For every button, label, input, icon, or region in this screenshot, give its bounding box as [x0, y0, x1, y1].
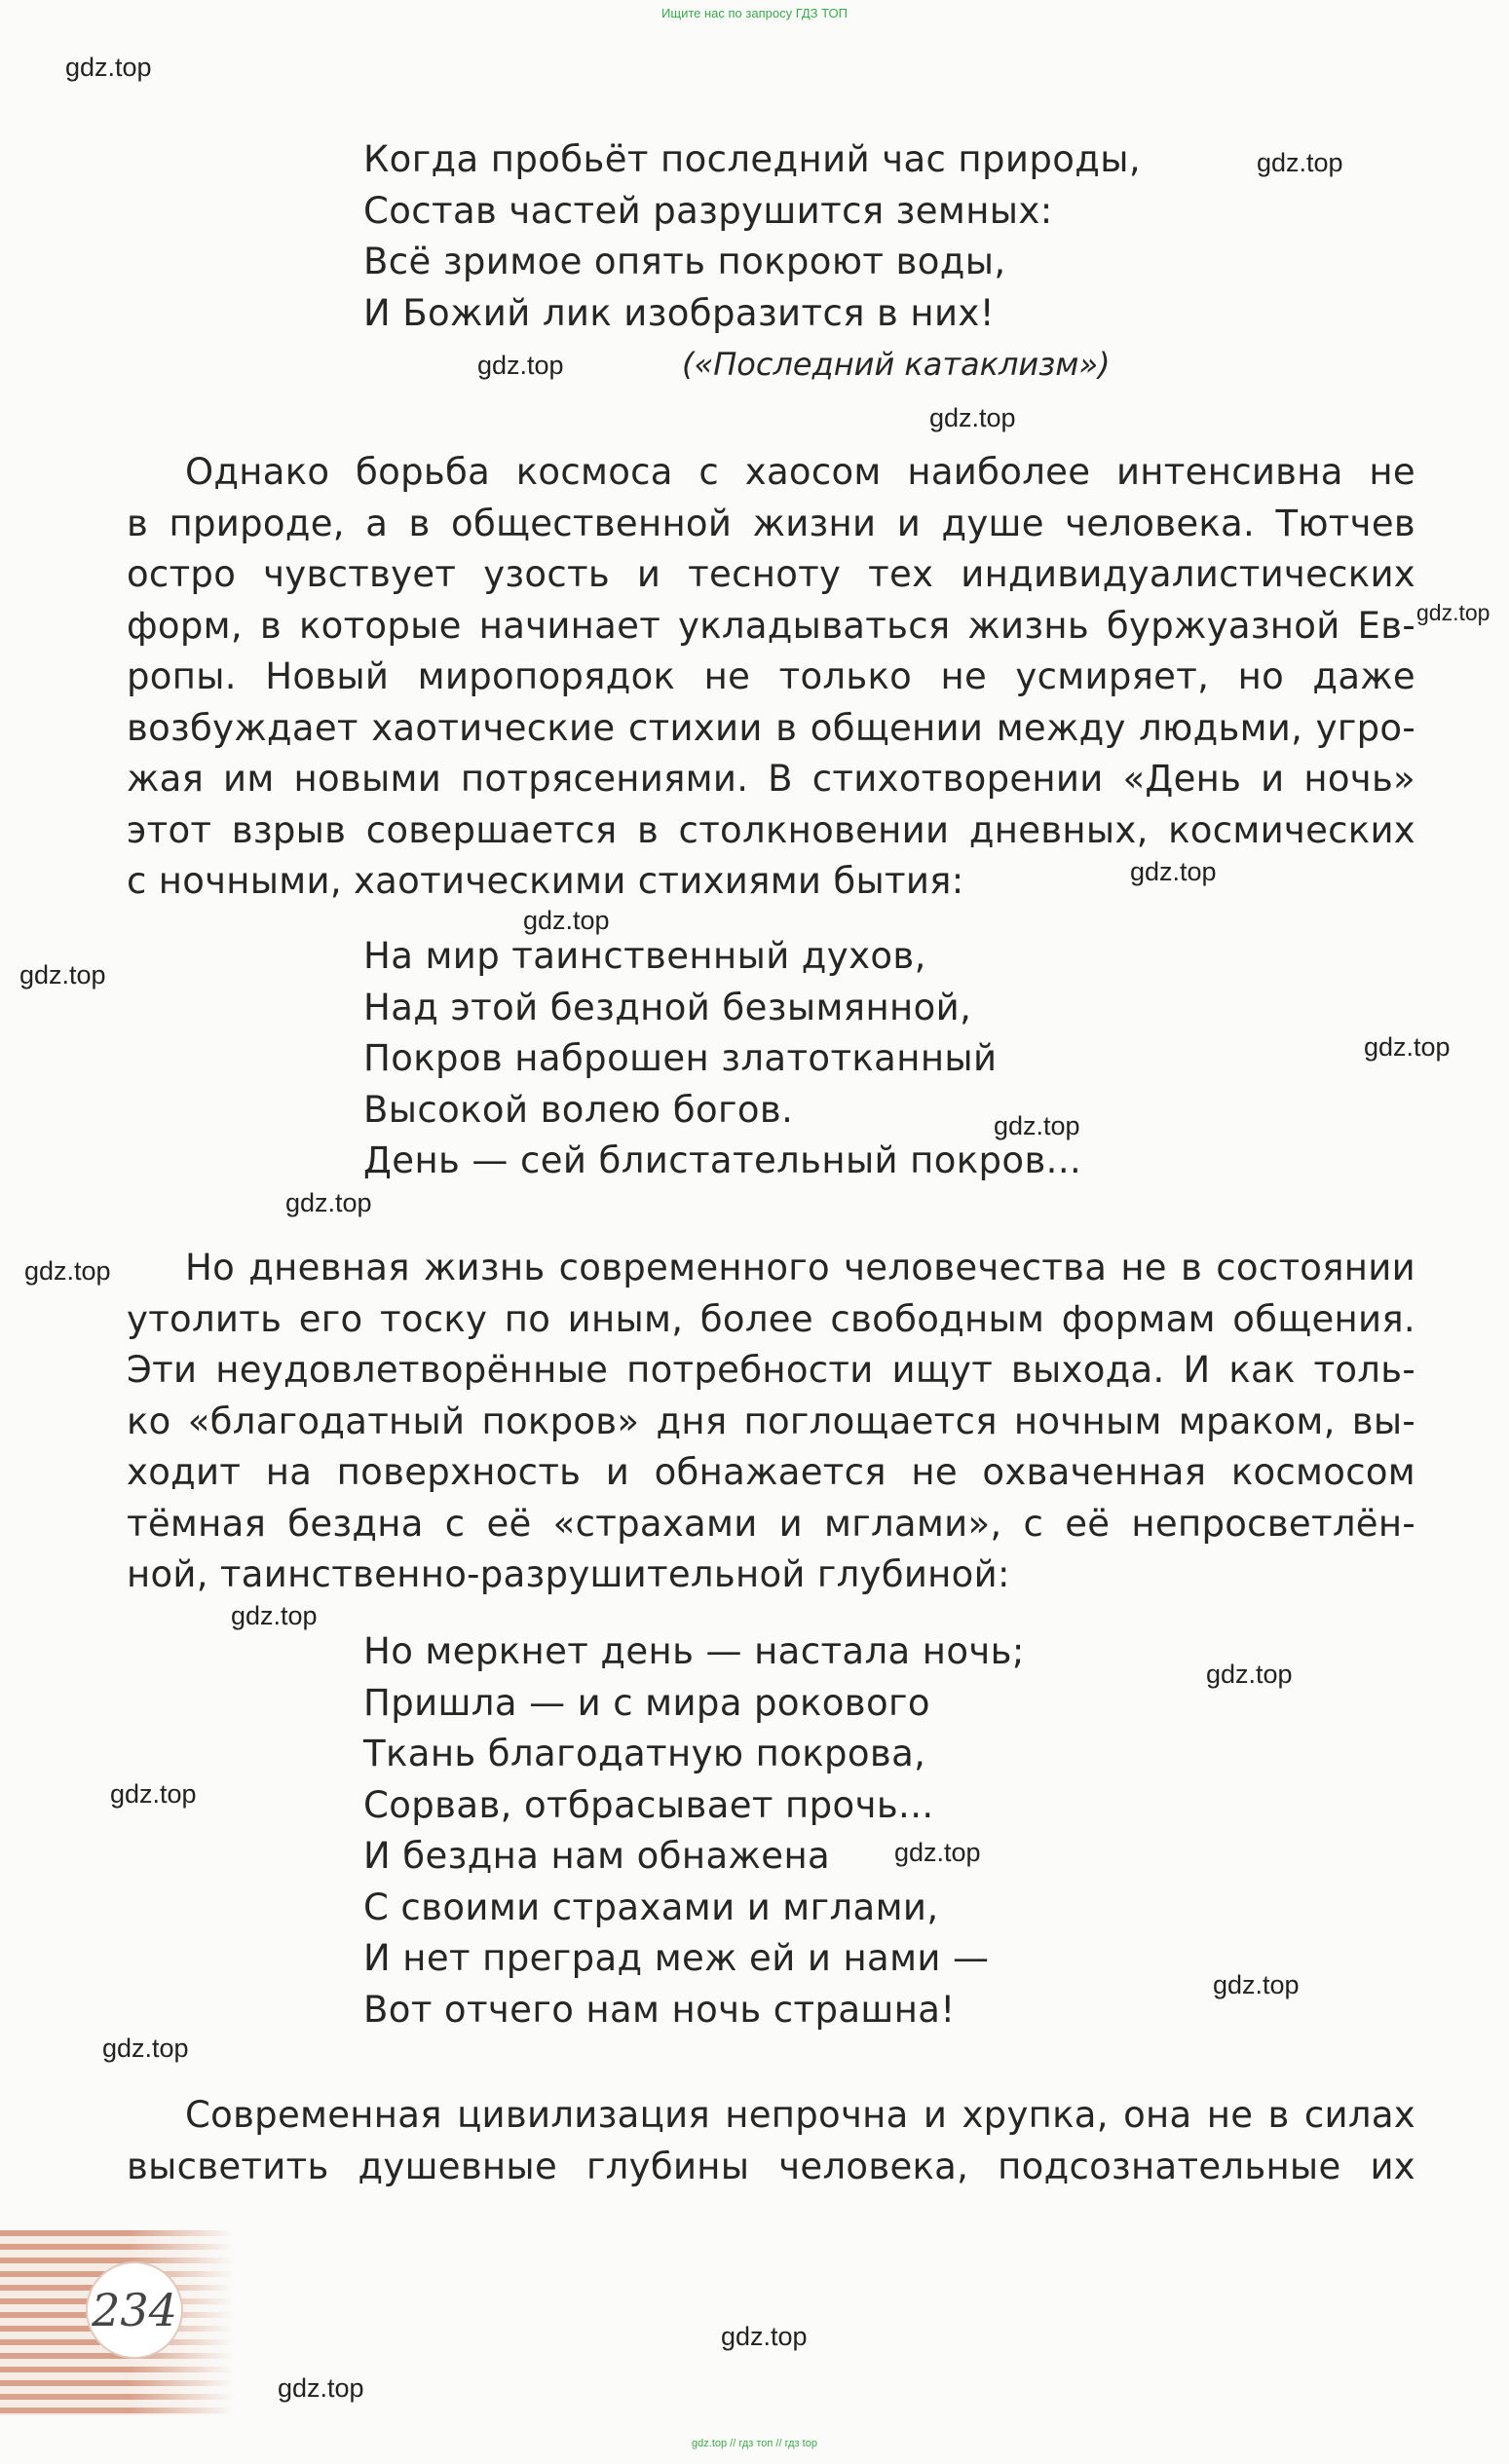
watermark: gdz.top: [994, 1111, 1080, 1140]
text-line: Современная цивилизация непрочна и хрупка, она не в силах: [185, 2094, 1415, 2136]
text-line: Но дневная жизнь современного человечества не в состоянии: [185, 1247, 1415, 1288]
poem-line: С своими страхами и мглами,: [363, 1885, 939, 1928]
poem-day-and-night-2: [363, 1626, 1025, 2035]
poem-line: Но меркнет день — настала ночь;: [363, 1630, 1025, 1672]
poem-caption: («Последний катаклизм»): [682, 346, 1111, 383]
poem-line: И нет преград меж ей и нами —: [363, 1937, 990, 1979]
text-line: Эти неудовлетворённые потребности ищут выхода. И как толь-: [127, 1349, 1415, 1391]
poem-line: Состав частей разрушится земных:: [363, 189, 1053, 232]
poem-line: И Божий лик изобразится в них!: [363, 291, 995, 334]
poem-line: День — сей блистательный покров...: [363, 1139, 1082, 1181]
watermark: gdz.top: [1416, 600, 1490, 625]
watermark: gdz.top: [65, 53, 152, 82]
text-line: в природе, а в общественной жизни и душе человека. Тютчев: [127, 502, 1415, 544]
watermark: gdz.top: [1364, 1032, 1451, 1062]
text-line: ной, таинственно-разрушительной глубиной:: [127, 1553, 1010, 1595]
watermark: gdz.top: [477, 351, 564, 380]
poem-line: Ткань благодатную покрова,: [363, 1733, 926, 1774]
poem-line: Пришла — и с мира рокового: [363, 1681, 930, 1724]
poem-last-cataclysm: [363, 134, 1141, 339]
text-line: утолить его тоску по иным, более свободным формам общения.: [127, 1297, 1415, 1340]
watermark: gdz.top: [110, 1779, 197, 1809]
poem-line: Когда пробьёт последний час природы,: [363, 138, 1142, 180]
watermark: gdz.top: [102, 2034, 189, 2063]
poem-line: Сорвав, отбрасывает прочь...: [363, 1783, 934, 1826]
poem-line: Высокой волею богов.: [363, 1088, 794, 1131]
top-banner[interactable]: Ищите нас по запросу ГДЗ ТОП: [661, 6, 848, 20]
page-number: 234: [92, 2284, 177, 2336]
text-line: ко «благодатный покров» дня поглощается ночным мраком, вы-: [127, 1400, 1415, 1442]
watermark: gdz.top: [278, 2373, 364, 2403]
text-line: этот взрыв совершается в столкновении дневных, космических: [127, 808, 1415, 851]
paragraph-3: [127, 2090, 1415, 2192]
watermark: gdz.top: [285, 1188, 372, 1217]
watermark: gdz.top: [1257, 148, 1343, 177]
text-line: жая им новыми потрясениями. В стихотворении «День и ночь»: [127, 758, 1415, 800]
watermark: gdz.top: [929, 403, 1016, 432]
text-line: форм, в которые начинает укладываться жизнь буржуазной Ев-: [127, 604, 1415, 647]
paragraph-1: [127, 447, 1415, 908]
text-line: Однако борьба космоса с хаосом наиболее интенсивна не: [185, 451, 1415, 493]
watermark: gdz.top: [1213, 1970, 1300, 1999]
watermark: gdz.top: [523, 906, 610, 935]
watermark: gdz.top: [231, 1601, 318, 1630]
text-line: с ночными, хаотическими стихиями бытия:: [127, 860, 964, 902]
watermark: gdz.top: [1130, 857, 1217, 886]
text-line: остро чувствует узость и тесноту тех индивидуалистических: [127, 553, 1415, 595]
bottom-banner[interactable]: gdz.top // гдз топ // гдз top: [692, 2438, 817, 2449]
watermark: gdz.top: [1206, 1660, 1293, 1689]
text-line: ходит на поверхность и обнажается не охваченная космосом: [127, 1451, 1415, 1493]
poem-day-and-night-1: [363, 931, 1081, 1187]
text-line: возбуждает хаотические стихии в общении между людьми, угро-: [127, 706, 1415, 749]
text-line: ропы. Новый миропорядок не только не усмиряет, но даже: [127, 655, 1415, 697]
watermark: gdz.top: [721, 2322, 808, 2351]
poem-line: И бездна нам обнажена: [363, 1835, 831, 1877]
poem-line: Покров наброшен златотканный: [363, 1037, 998, 1079]
page-number-badge: [86, 2261, 183, 2359]
poem-line: На мир таинственный духов,: [363, 935, 926, 977]
watermark: gdz.top: [894, 1838, 981, 1867]
watermark: gdz.top: [24, 1256, 111, 1286]
watermark: gdz.top: [19, 960, 106, 989]
poem-line: Всё зримое опять покроют воды,: [363, 241, 1006, 282]
text-line: высветить душевные глубины человека, подсознательные их: [127, 2145, 1415, 2187]
paragraph-2: [127, 1243, 1415, 1601]
text-line: тёмная бездна с её «страхами и мглами», с её непросветлён-: [127, 1502, 1415, 1545]
poem-line: Вот отчего нам ночь страшна!: [363, 1988, 956, 2031]
poem-line: Над этой бездной безымянной,: [363, 986, 972, 1028]
